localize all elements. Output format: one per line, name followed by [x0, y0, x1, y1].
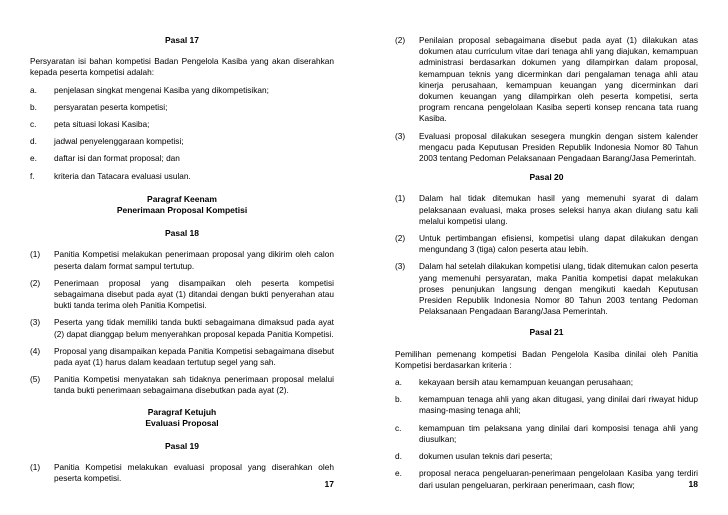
pasal19-list-right [395, 35, 698, 164]
item-text: kemampuan tim pelaksana yang dinilai dari komposisi tenaga ahli yang diusulkan; [419, 422, 698, 444]
item-text: Panitia Kompetisi melakukan evaluasi proposal yang diserahkan oleh peserta kompetisi. [54, 462, 334, 484]
list-item [30, 102, 334, 113]
list-item [395, 468, 698, 490]
item-text: Proposal yang disampaikan kepada Panitia Kompetisi sebagaimana disebut pada ayat (1) harus dalam keadaan tertutup segel yang sah. [54, 345, 334, 368]
pasal17-list [30, 85, 334, 182]
pasal18-list [30, 249, 334, 396]
item-number: b. [395, 394, 402, 405]
paragraf7-line1: Paragraf Ketujuh [147, 406, 217, 417]
pasal17-heading: Pasal 17 [164, 35, 200, 45]
list-item [30, 249, 334, 271]
list-item [30, 119, 334, 130]
item-number: a. [395, 377, 402, 388]
list-item [30, 153, 334, 164]
item-text: Panitia Kompetisi melakukan penerimaan proposal yang dikirim oleh calon peserta dalam format sampul tertutup. [54, 249, 334, 271]
item-text: Evaluasi proposal dilakukan sesegera mungkin dengan sistem kalender mengacu pada Keputusan Presiden Republik Indonesia Nomor 80 Tahun 2003 tentang Pedoman Pelaksanaan Pengadaan Barang/Jasa Pemerintah. [419, 130, 698, 164]
list-item [395, 394, 698, 416]
item-text: persyaratan peserta kompetisi; [54, 101, 168, 112]
item-text: Penerimaan proposal yang disampaikan oleh peserta kompetisi sebagaimana disebut pada ayat (1) ditandai dengan bukti penyerahan atau bukti tanda terima oleh Panitia Kompetisi. [54, 277, 334, 311]
item-number: (1) [30, 249, 41, 260]
list-item [395, 193, 698, 227]
item-text: kemampuan tenaga ahli yang akan ditugasi, yang dinilai dari riwayat hidup masing-masing tenaga ahli; [419, 394, 698, 416]
paragraf7-line2: Evaluasi Proposal [145, 417, 219, 428]
list-item [395, 131, 698, 165]
item-number: d. [395, 451, 402, 462]
item-number: b. [30, 101, 37, 112]
item-text: Penilaian proposal sebagaimana disebut pada ayat (1) dilakukan atas dokumen atau curriculum vitae dari tenaga ahli yang diajukan, kemampuan administrasi berdasarkan dokumen yang dilampirkan dalam proposal, kemampuan teknis yang dicerminkan dari pengalaman tenaga ahli atau kinerja perusahaan, kemampuan keuangan yang dicerminkan dari dokumen keuangan yang dilampirkan oleh peserta kompetisi, serta program rencana pengelolaan Kasiba seperti konsep rencana tata ruang Kasiba. [419, 35, 698, 124]
paragraf6-line2: Penerimaan Proposal Kompetisi [116, 205, 248, 216]
item-text: peta situasi lokasi Kasiba; [54, 119, 150, 130]
item-number: (3) [395, 130, 406, 141]
item-text: Peserta yang tidak memiliki tanda bukti sebagaimana dimaksud pada ayat (2) dapat dianggap belum menyerahkan proposal kepada Panitia Kompetisi. [54, 317, 334, 339]
item-number: (1) [30, 462, 41, 473]
page-number-left: 17 [324, 479, 334, 489]
pasal18-heading: Pasal 18 [164, 228, 200, 239]
item-text: kriteria dan Tatacara evaluasi usulan. [54, 170, 191, 181]
right-page [364, 0, 728, 515]
item-number: (3) [30, 317, 41, 328]
pasal21-intro: Pemilihan pemenang kompetisi Badan Pengelola Kasiba dinilai oleh Panitia Kompetisi berdasarkan kriteria : [395, 348, 698, 370]
item-number: c. [395, 422, 402, 433]
list-item [30, 346, 334, 368]
list-item [30, 374, 334, 396]
item-text: dokumen usulan teknis dari peserta; [419, 451, 553, 462]
list-item [395, 423, 698, 445]
item-text: jadwal penyelenggaraan kompetisi; [54, 136, 184, 147]
list-item [395, 35, 698, 125]
item-number: (4) [30, 345, 41, 356]
list-item [30, 278, 334, 312]
pasal20-heading: Pasal 20 [529, 172, 564, 183]
list-item [395, 261, 698, 317]
item-number: d. [30, 136, 37, 147]
pasal21-heading: Pasal 21 [529, 327, 564, 338]
list-item [395, 377, 698, 388]
paragraf6-line1: Paragraf Keenam [147, 193, 217, 204]
item-number: e. [395, 468, 402, 479]
list-item [395, 451, 698, 462]
item-number: a. [30, 84, 37, 95]
item-text: kekayaan bersih atau kemampuan keuangan perusahaan; [419, 377, 634, 388]
item-text: Panitia Kompetisi menyatakan sah tidaknya penerimaan proposal melalui tanda bukti penerimaan sebagaimana disebutkan pada ayat (2). [54, 374, 334, 396]
item-number: c. [30, 119, 37, 130]
item-number: e. [30, 153, 37, 164]
item-number: (1) [395, 193, 406, 204]
item-text: Dalam hal setelah dilakukan kompetisi ulang, tidak ditemukan calon peserta yang memenuhi persyaratan, maka Panitia kompetisi dapat melakukan proses penunjukan langsung dengan mengikuti kaedah Keputusan Presiden Republik Indonesia Nomor 80 Tahun 2003 tentang Pedoman Pelaksanaan Pengadaan Barang/Jasa Pemerintah. [419, 261, 698, 317]
item-text: Untuk pertimbangan efisiensi, kompetisi ulang dapat dilakukan dengan mengundang 3 (tiga) calon peserta atau lebih. [419, 233, 698, 255]
item-number: (5) [30, 374, 41, 385]
item-number: (2) [395, 233, 406, 244]
list-item [30, 317, 334, 339]
item-text: proposal neraca pengeluaran-penerimaan pengelolaan Kasiba yang terdiri dari usulan pengeluaran, perkiraan penerimaan, cash flow; [419, 468, 698, 490]
page-number-right: 18 [688, 479, 698, 489]
item-number: f. [30, 170, 35, 181]
item-number: (2) [395, 35, 406, 45]
list-item [395, 233, 698, 255]
pasal17-intro: Persyaratan isi bahan kompetisi Badan Pengelola Kasiba yang akan diserahkan kepada peserta kompetisi adalah: [30, 56, 334, 78]
list-item [30, 85, 334, 96]
list-item [30, 171, 334, 182]
list-item [30, 136, 334, 147]
item-text: daftar isi dan format proposal; dan [54, 153, 180, 164]
pasal19-heading: Pasal 19 [164, 441, 200, 452]
pasal21-list [395, 377, 698, 491]
item-number: (2) [30, 277, 41, 288]
item-text: penjelasan singkat mengenai Kasiba yang dikompetisikan; [54, 84, 269, 95]
item-text: Dalam hal tidak ditemukan hasil yang memenuhi syarat di dalam pelaksanaan evaluasi, maka proses seleksi hanya akan diulang satu kali melalui kompetisi ulang. [419, 193, 698, 226]
list-item [30, 462, 334, 484]
pasal20-list [395, 193, 698, 317]
item-number: (3) [395, 261, 406, 272]
pasal19-list-left [30, 462, 334, 484]
